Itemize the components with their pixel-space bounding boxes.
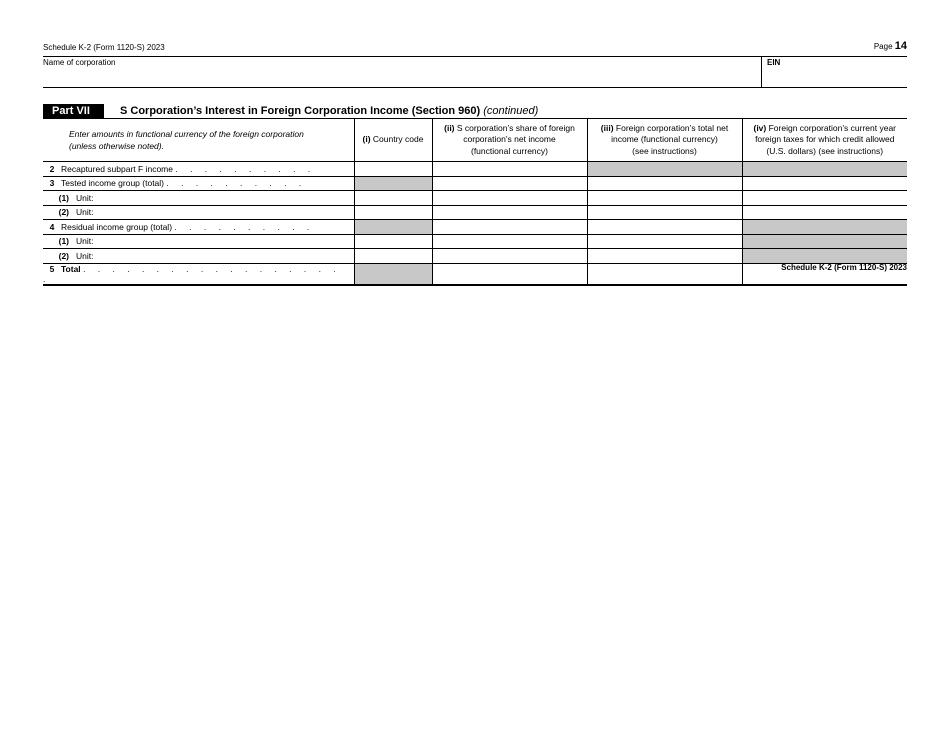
col-1-label: Country code: [372, 134, 424, 145]
page-number-value: 14: [894, 40, 907, 52]
foreign-taxes-field[interactable]: [742, 191, 907, 206]
foreign-taxes-field[interactable]: [742, 205, 907, 220]
part-tag: Part VII: [43, 104, 104, 118]
col-foreign-taxes-header: [742, 119, 907, 162]
name-of-corporation-label: Name of corporation: [43, 58, 116, 67]
leader-dots: . . . . . . . . . . . . . . . . . . .: [43, 263, 341, 284]
col-4-line-1: Foreign corporation’s current year: [768, 122, 897, 133]
col-4-number: (iv): [753, 122, 767, 133]
row-label: [43, 220, 354, 235]
col-3-number: (iii): [600, 122, 614, 133]
share-net-income-field[interactable]: [432, 263, 587, 285]
country-code-field[interactable]: [354, 234, 432, 249]
row-label: [43, 205, 354, 220]
col-2-line-3: (functional currency): [470, 145, 548, 156]
unit-label: Unit:: [76, 192, 94, 203]
line-label: Recaptured subpart F income: [61, 163, 173, 174]
col-3-line-2: income (functional currency): [611, 134, 718, 145]
part-continued: (continued): [483, 105, 539, 117]
instructions-line-2: (unless otherwise noted).: [69, 141, 164, 151]
line-number: 5: [49, 263, 55, 274]
total-net-income-field[interactable]: [587, 249, 742, 264]
page-header: [43, 40, 907, 56]
share-net-income-field[interactable]: [432, 220, 587, 235]
total-net-income-field[interactable]: [587, 205, 742, 220]
ein-field[interactable]: [761, 57, 908, 87]
line-label: Total: [61, 263, 81, 274]
form-page: [43, 40, 907, 286]
table-row: [43, 263, 907, 285]
row-label: [43, 234, 354, 249]
total-net-income-field[interactable]: [587, 263, 742, 285]
row-label: [43, 162, 354, 177]
col-2-number: (ii): [444, 122, 455, 133]
shaded-cell: [354, 263, 432, 285]
unit-label: Unit:: [76, 250, 94, 261]
column-header-row: [43, 119, 907, 162]
line-number: 3: [49, 178, 55, 189]
col-country-code-header: [354, 119, 432, 162]
total-net-income-field[interactable]: [587, 176, 742, 191]
row-label: [43, 263, 354, 285]
shaded-cell: [742, 234, 907, 249]
table-row: [43, 220, 907, 235]
unit-label: Unit:: [76, 207, 94, 218]
unit-label: Unit:: [76, 236, 94, 247]
part-title: [120, 104, 538, 118]
share-net-income-field[interactable]: [432, 205, 587, 220]
row-label: [43, 191, 354, 206]
ein-label: EIN: [767, 58, 781, 67]
table-row: [43, 234, 907, 249]
share-net-income-field[interactable]: [432, 176, 587, 191]
page-number: [874, 40, 907, 52]
share-net-income-field[interactable]: [432, 191, 587, 206]
country-code-field[interactable]: [354, 191, 432, 206]
instructions-line-1: Enter amounts in functional currency of the foreign corporation: [69, 129, 304, 139]
share-net-income-field[interactable]: [432, 234, 587, 249]
line-number: 2: [49, 163, 55, 174]
leader-dots: . . . . . . . . . .: [174, 221, 315, 232]
table-row: [43, 249, 907, 264]
shaded-cell: [587, 162, 742, 177]
col-3-line-3: (see instructions): [632, 145, 697, 156]
sub-line-number: (2): [58, 250, 69, 261]
col-4-line-3: (U.S. dollars) (see instructions): [766, 145, 884, 156]
income-table: [43, 119, 907, 286]
shaded-cell: [354, 176, 432, 191]
shaded-cell: [742, 162, 907, 177]
table-row: [43, 191, 907, 206]
row-label: [43, 176, 354, 191]
share-net-income-field[interactable]: [432, 249, 587, 264]
col-share-net-income-header: [432, 119, 587, 162]
table-row: [43, 162, 907, 177]
sub-line-number: (1): [58, 236, 69, 247]
line-label: Tested income group (total): [61, 178, 164, 189]
shaded-cell: [742, 249, 907, 264]
foreign-taxes-field[interactable]: [742, 176, 907, 191]
row-label: [43, 249, 354, 264]
col-3-line-1: Foreign corporation’s total net: [615, 122, 729, 133]
col-2-line-1: S corporation’s share of foreign: [456, 122, 575, 133]
part-title-text: S Corporation’s Interest in Foreign Corporation Income (Section 960): [120, 105, 481, 117]
col-4-line-2: foreign taxes for which credit allowed: [755, 134, 895, 145]
total-net-income-field[interactable]: [587, 234, 742, 249]
col-total-net-income-header: [587, 119, 742, 162]
country-code-field[interactable]: [354, 249, 432, 264]
page-prefix: Page: [873, 42, 893, 51]
col-2-line-2: corporation’s net income: [463, 134, 556, 145]
shaded-cell: [354, 220, 432, 235]
page-footer: Schedule K-2 (Form 1120-S) 2023: [781, 263, 907, 272]
shaded-cell: [742, 220, 907, 235]
line-number: 4: [49, 221, 55, 232]
country-code-field[interactable]: [354, 205, 432, 220]
form-id: Schedule K-2 (Form 1120-S) 2023: [43, 43, 165, 52]
col-1-number: (i): [362, 134, 371, 145]
total-net-income-field[interactable]: [587, 191, 742, 206]
instructions-cell: [43, 119, 354, 162]
line-label: Residual income group (total): [61, 221, 173, 232]
table-row: [43, 205, 907, 220]
share-net-income-field[interactable]: [432, 162, 587, 177]
leader-dots: . . . . . . . . . .: [166, 178, 307, 189]
part-header: [43, 104, 907, 119]
leader-dots: . . . . . . . . . .: [175, 163, 316, 174]
table-row: [43, 176, 907, 191]
name-ein-row: [43, 56, 907, 88]
total-net-income-field[interactable]: [587, 220, 742, 235]
sub-line-number: (1): [58, 192, 69, 203]
country-code-field[interactable]: [354, 162, 432, 177]
sub-line-number: (2): [58, 207, 69, 218]
